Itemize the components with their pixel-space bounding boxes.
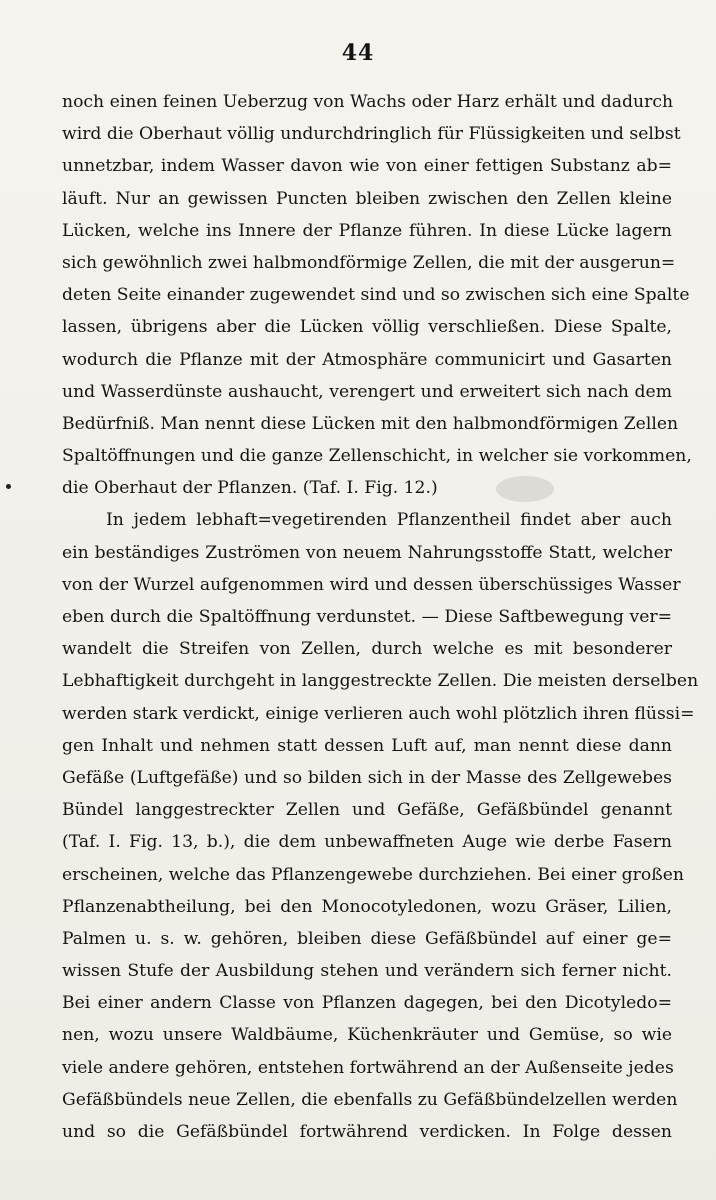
text-line: lassen, übrigens aber die Lücken völlig verschließen. Diese Spalte,: [62, 317, 672, 338]
text-line: gen Inhalt und nehmen statt dessen Luft auf, man nennt diese dann: [62, 735, 672, 756]
text-line: läuft. Nur an gewissen Puncten bleiben zwischen den Zellen kleine: [62, 188, 672, 209]
text-line: die Oberhaut der Pflanzen. (Taf. I. Fig. 12.): [62, 478, 438, 499]
text-line: deten Seite einander zugewendet sind und so zwischen sich eine Spalte: [62, 285, 690, 306]
text-line: Gefäßbündels neue Zellen, die ebenfalls zu Gefäßbündelzellen werden: [62, 1089, 678, 1110]
text-line: In jedem lebhaft=vegetirenden Pflanzentheil findet aber auch: [106, 510, 672, 531]
text-line: erscheinen, welche das Pflanzengewebe durchziehen. Bei einer großen: [62, 864, 684, 885]
text-line: wandelt die Streifen von Zellen, durch welche es mit besonderer: [62, 639, 672, 660]
text-line: eben durch die Spaltöffnung verdunstet. — Diese Saftbewegung ver=: [62, 607, 672, 627]
text-line: wodurch die Pflanze mit der Atmosphäre communicirt und Gasarten: [62, 349, 672, 370]
text-line: sich gewöhnlich zwei halbmondförmige Zellen, die mit der ausgerun=: [62, 252, 676, 273]
text-line: Lebhaftigkeit durchgeht in langgestreckte Zellen. Die meisten derselben: [62, 671, 699, 692]
text-line: und Wasserdünste aushaucht, verengert und erweitert sich nach dem: [62, 381, 672, 402]
ink-smudge: [496, 476, 554, 502]
text-line: Spaltöffnungen und die ganze Zellenschicht, in welcher sie vorkommen,: [62, 446, 692, 467]
text-line: Pflanzenabtheilung, bei den Monocotyledonen, wozu Gräser, Lilien,: [62, 896, 672, 917]
text-line: ein beständiges Zuströmen von neuem Nahrungsstoffe Statt, welcher: [62, 542, 672, 563]
text-line: Bei einer andern Classe von Pflanzen dagegen, bei den Dicotyledo=: [62, 993, 672, 1014]
text-line: Palmen u. s. w. gehören, bleiben diese Gefäßbündel auf einer ge=: [62, 928, 672, 949]
text-line: von der Wurzel aufgenommen wird und dessen überschüssiges Wasser: [62, 574, 681, 595]
text-line: und so die Gefäßbündel fortwährend verdicken. In Folge dessen: [62, 1122, 672, 1142]
margin-ink-dot: [6, 484, 11, 489]
text-line: Lücken, welche ins Innere der Pflanze führen. In diese Lücke lagern: [62, 220, 672, 241]
page-number: 44: [341, 40, 375, 66]
text-line: wird die Oberhaut völlig undurchdringlich für Flüssigkeiten und selbst: [62, 124, 681, 145]
text-line: unnetzbar, indem Wasser davon wie von einer fettigen Substanz ab=: [62, 156, 672, 177]
body-text: [62, 86, 699, 1148]
text-line: nen, wozu unsere Waldbäume, Küchenkräuter und Gemüse, so wie: [62, 1025, 672, 1046]
text-line: noch einen feinen Ueberzug von Wachs oder Harz erhält und dadurch: [62, 92, 674, 112]
text-line: Gefäße (Luftgefäße) und so bilden sich in der Masse des Zellgewebes: [62, 767, 672, 788]
text-line: viele andere gehören, entstehen fortwährend an der Außenseite jedes: [62, 1057, 674, 1078]
text-line: Bündel langgestreckter Zellen und Gefäße, Gefäßbündel genannt: [62, 800, 672, 821]
text-line: wissen Stufe der Ausbildung stehen und verändern sich ferner nicht.: [62, 961, 672, 982]
text-line: werden stark verdickt, einige verlieren auch wohl plötzlich ihren flüssi=: [62, 703, 695, 724]
text-line: Bedürfniß. Man nennt diese Lücken mit den halbmondförmigen Zellen: [62, 413, 679, 434]
text-line: (Taf. I. Fig. 13, b.), die dem unbewaffneten Auge wie derbe Fasern: [62, 832, 672, 853]
